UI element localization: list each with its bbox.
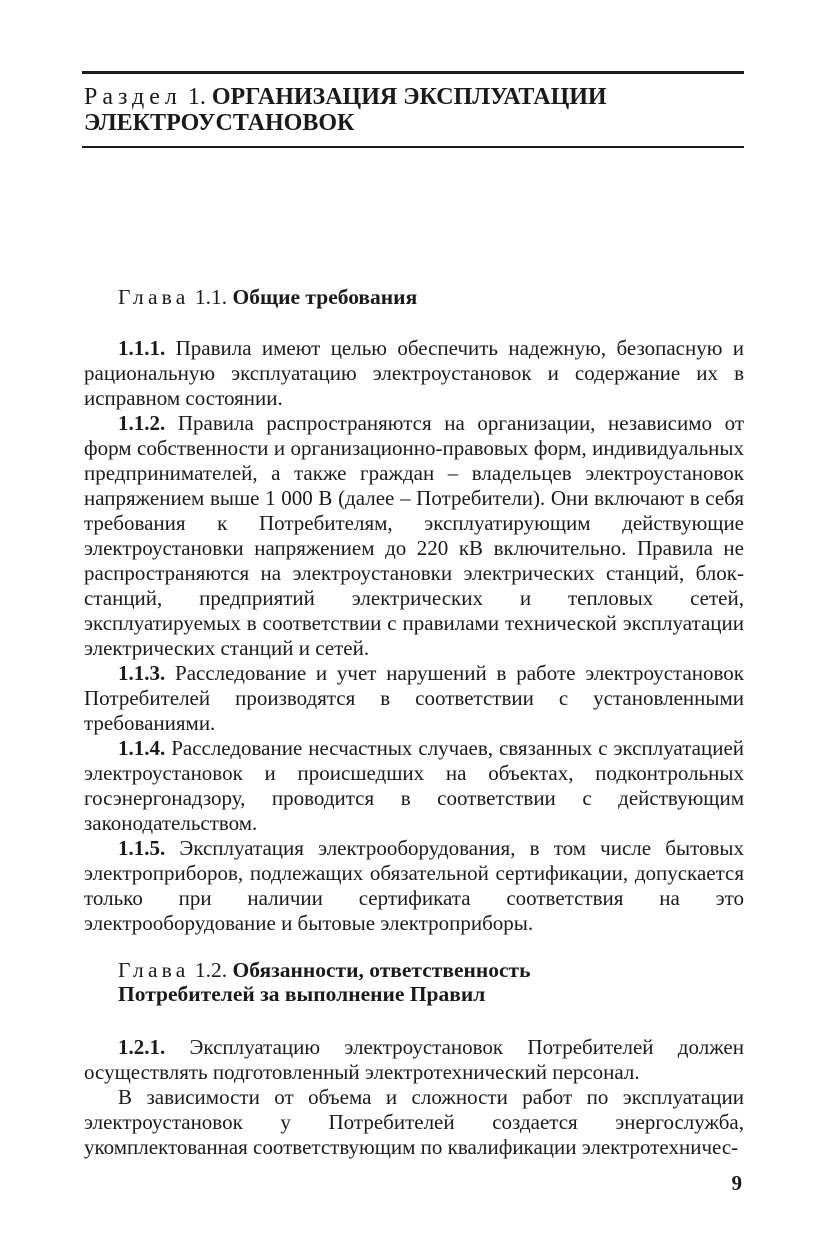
paragraph-number: 1.1.3. — [118, 661, 166, 685]
bottom-rule — [82, 146, 744, 148]
page-number: 9 — [731, 1171, 742, 1195]
section-heading — [84, 84, 744, 136]
paragraph-number: 1.1.5. — [118, 836, 166, 860]
chapter-heading — [118, 958, 738, 1006]
paragraph — [84, 1085, 744, 1160]
chapter-title-line2: Потребителей за выполнение Правил — [118, 982, 486, 1006]
paragraph-text: Правила имеют целью обеспечить надежную, безопасную и рациональную эксплуатацию электроустановок и содержание их в исправном состоянии. — [84, 336, 745, 410]
paragraph — [84, 661, 744, 736]
chapter-body — [84, 336, 744, 936]
paragraph-number: 1.1.4. — [118, 736, 166, 760]
chapter-number: 1.2. — [194, 958, 228, 982]
paragraph — [84, 1035, 744, 1085]
paragraph-text: Расследование и учет нарушений в работе электроустановок Потребителей производятся в соответствии с установленными требованиями. — [84, 661, 744, 735]
paragraph-text: Эксплуатация электрооборудования, в том числе бытовых электроприборов, подлежащих обязательной сертификации, допускается только при наличии сертификата соответствия на это электрооборудование и бытовые электроприборы. — [84, 836, 744, 935]
chapter-heading — [118, 285, 738, 309]
paragraph-number: 1.2.1. — [118, 1035, 166, 1059]
chapter-body — [84, 1035, 744, 1160]
paragraph-number: 1.1.2. — [118, 411, 166, 435]
top-rule — [82, 71, 744, 74]
paragraph-number: 1.1.1. — [118, 336, 166, 360]
section-title-line2: ЭЛЕКТРОУСТАНОВОК — [84, 110, 355, 136]
section-number: 1. — [187, 84, 206, 110]
chapter-prefix: Глава — [118, 958, 190, 982]
paragraph — [84, 411, 744, 661]
paragraph — [84, 736, 744, 836]
paragraph-text: В зависимости от объема и сложности работ по эксплуатации электроустановок у Потребителей создается энергослужба, укомплектованная соответствующим по квалификации электротехничес- — [84, 1085, 744, 1159]
paragraph — [84, 336, 744, 411]
chapter-title: Общие требования — [232, 285, 418, 309]
chapter-prefix: Глава — [118, 285, 190, 309]
chapter-number: 1.1. — [194, 285, 228, 309]
section-prefix: Раздел — [84, 84, 182, 110]
paragraph-text: Правила распространяются на организации, независимо от форм собственности и организационно-правовых форм, индивидуальных предпринимателей, а также граждан – владельцев электроустановок напряжением выше 1 000 В (далее – Потребители). Они включают в себя требования к Потребителям, эксплуатирующим действующие электроустановки напряжением до 220 кВ включительно. Правила не распространяются на электроустановки электрических станций, блок-станций, предприятий электрических и тепловых сетей, эксплуатируемых в соответствии с правилами технической эксплуатации электрических станций и сетей. — [84, 411, 744, 660]
paragraph-text: Эксплуатацию электроустановок Потребителей должен осуществлять подготовленный электротехнический персонал. — [84, 1035, 744, 1084]
chapter-title-line1: Обязанности, ответственность — [232, 958, 531, 982]
paragraph-text: Расследование несчастных случаев, связанных с эксплуатацией электроустановок и происшедших на объектах, подконтрольных госэнергонадзору, проводится в соответствии с действующим законодательством. — [84, 736, 744, 835]
section-title-line1: ОРГАНИЗАЦИЯ ЭКСПЛУАТАЦИИ — [211, 84, 607, 110]
paragraph — [84, 836, 744, 936]
